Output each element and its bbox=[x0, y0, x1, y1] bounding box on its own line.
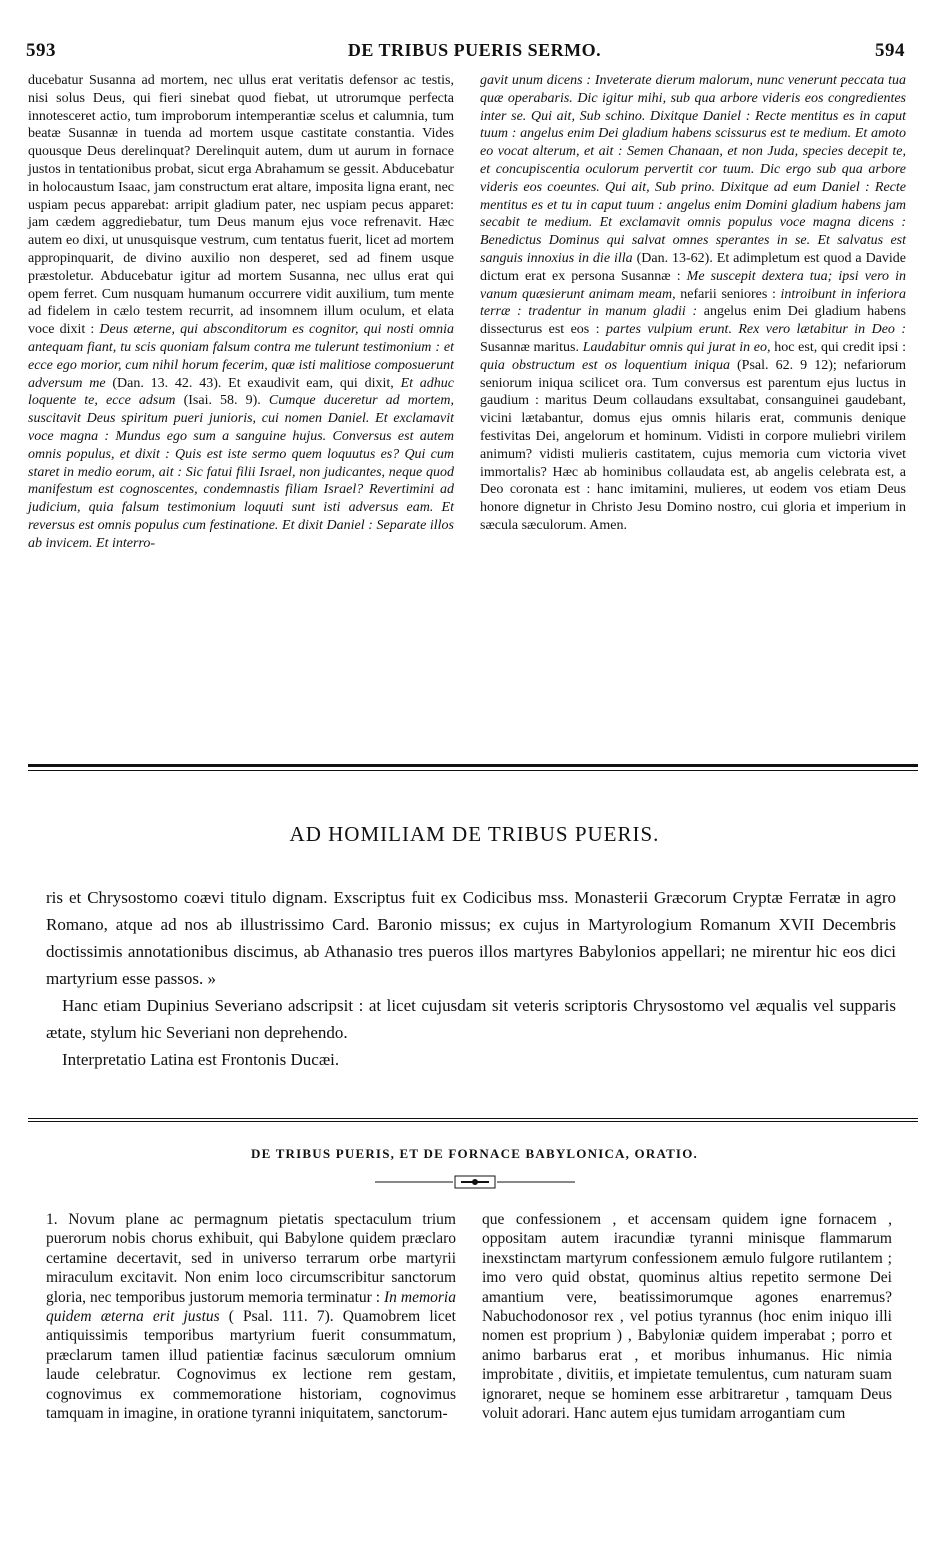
oration-divider-top bbox=[28, 1118, 918, 1119]
italic-text-run: quia obstructum est os loquentium iniqua bbox=[480, 357, 738, 373]
italic-text-run: gavit unum dicens : Inveterate dierum malorum, nunc venerunt peccata tua quæ operabaris. Dic igitur mihi, sub qua arbore videris eos congredientes inter se. Qui ait, Sub schino. Dixitque Daniel : Recte mentitus es in caput tuum : angelus enim Dei gladium habens scissurus est te medium. Et amoto eo vocat alterum, et ait : Semen Chanaan, et non Juda, species decepit te, et concupiscentia oculorum pervertit cor tuum. Dic ergo sub qua arbore videris eos coeuntes. Qui ait, Sub prino. Dixitque ad eum Daniel : Recte mentitus es et tu in caput tuum : angelus enim Domini gladium habens jam secabit te medium. Et exclamavit omnis populus voce magna dicens : Benedictus Dominus qui salvat omnes sperantes in se. Et salvatus est sanguis innoxius in die illa bbox=[480, 73, 906, 266]
italic-text-run: In memoria quidem æterna erit justus bbox=[46, 1288, 456, 1326]
oration-right-paragraph bbox=[482, 1210, 892, 1423]
text-run: ducebatur Susanna ad mortem, nec ullus erat veritatis defensor ac testis, nisi solus Deus, qui fieri sinebat quod fiebat, ut utrorumque perfecta innotesceret actio, tum improborum intemperantiæ scelus et calumnia, tum beatæ Susannæ in tuenda ad mortem usque castitate constantia. Vides quousque Deus derelinquat? Derelinquit autem, dum ut aurum in fornace justos in tentationibus probat, sicut erga Abrahamum se gessit. Abducebatur in holocaustum Isaac, jam constructum erat altare, imposita ligna erant, nec uspiam pecus apparebat: arripit gladium pater, nec uspiam pecus apparet: jam cædem aggrediebatur, tum Deus manum ejus voce refrenavit. Hæc autem eo dixi, ut unusquisque vestrum, cum tentatus fuerit, licet ad mortem appropinquarit, de divino auxilio non desperet, sed ad finem usque præstoletur. Abducebatur igitur ad mortem Susanna, nec ullus erat qui opem ferret. Cum nusquam humanum occurrere vidit auxilium, tum mente ad fidelem in cælo testem recurrit, ad insomnem illum oculum, et elata voce dixit : bbox=[28, 73, 454, 338]
text-run: (Isai. 58. 9). bbox=[183, 393, 269, 409]
oration-divider-bottom bbox=[28, 1121, 918, 1122]
text-run: (Dan. 13. 42. 43). Et exaudivit eam, qui dixit, bbox=[112, 375, 401, 391]
oration-left-column bbox=[46, 1210, 456, 1423]
italic-text-run: Laudabitur omnis qui jurat in eo, bbox=[582, 339, 775, 355]
oration-left-paragraph bbox=[46, 1210, 456, 1423]
ornament-divider bbox=[375, 1174, 575, 1190]
italic-text-run: partes vulpium erunt. Rex vero lætabitur in Deo : bbox=[605, 322, 906, 338]
page-number-left: 593 bbox=[26, 40, 56, 61]
section-divider-thick bbox=[28, 764, 918, 767]
text-run: (Psal. 62. 9 12); nefariorum seniorum iniqua scilicet ora. Tum conversus est parentum ejus luctus in gaudium : maritus Deum collaudans exsultabat, consanguinei gaudebant, vicini lætabantur, domus ejus omnis hilaris erat, communis denique festivitas Dei, angelorum et hominum. Vidisti in corpore muliebri virilem animum? vidisti mulieris castitatem, cujus memoria cum victoria vivet immortalis? Hæc ab hominibus collaudata est, ab angelis celebrata est, a Deo coronata est : hanc imitamini, mulieres, ut eodem vos etiam Deus honore dignetur in Christo Jesu Domino nostro, cui gloria et imperium in sæcula sæculorum. Amen. bbox=[480, 357, 906, 533]
italic-text-run: introibunt in inferiora terræ : tradentur in manum gladii : bbox=[480, 286, 907, 320]
oration-right-column bbox=[482, 1210, 892, 1423]
notes-paragraph: Interpretatio Latina est Frontonis Ducæi. bbox=[62, 1050, 340, 1069]
text-run: (Dan. 13-62). Et adimpletum est quod a Davide dictum erat ex persona Susannæ : bbox=[480, 250, 906, 284]
text-run: hoc est, qui credit ipsi : bbox=[774, 339, 906, 355]
notes-block bbox=[46, 884, 896, 1073]
text-run: que confessionem , et accensam quidem igne fornacem , oppositam autem iracundiæ tyranni minisque flammarum inexstinctam martyrum confessionem æmulo fulgore rutilantem ; imo vero quid obstat, quominus altius repetito sermone Dei amantium vere, beatissimorumque agones enarremus? Nabuchodonosor rex , vel potius tyrannus (hoc enim iniquo illi nomen est proprium ) , Babyloniæ quidem imperabat ; porro et animo barbarus erat , et moribus inhumanus. Hic nimia improbitate , divitiis, et impietate temulentus, cum naturam suam ignoraret, neque se hominem esse arbitraretur , tamquam Deus voluit adorari. Hanc autem ejus tumidam arrogantiam cum bbox=[482, 1211, 892, 1423]
notes-title: AD HOMILIAM DE TRIBUS PUERIS. bbox=[289, 822, 660, 846]
italic-text-run: Me suscepit dextera tua; ipsi vero in vanum quæsierunt animam meam, bbox=[480, 268, 907, 302]
italic-text-run: Et adhuc loquente te, ecce adsum bbox=[28, 375, 455, 409]
top-right-column bbox=[480, 72, 906, 535]
top-left-column bbox=[28, 72, 454, 553]
notes-paragraph: Hanc etiam Dupinius Severiano adscripsit : at licet cujusdam sit veteris scriptoris Chrysostomo vel æqualis vel supparis ætate, stylum hic Severiani non deprehendo. bbox=[46, 996, 896, 1042]
page-number-right: 594 bbox=[875, 40, 905, 61]
notes-paragraph: ris et Chrysostomo coævi titulo dignam. Exscriptus fuit ex Codicibus mss. Monasterii Græcorum Cryptæ Ferratæ in agro Romano, atque ad nos ab illustrissimo Card. Baronio missus; ex cujus in Martyrologium Romanum XVII Decembris doctissimis annotationibus discimus, ab Athanasio tres pueros illos martyres Babylonios appellari; ne mirentur hic eos dici martyrium esse passos. » bbox=[46, 888, 896, 988]
text-run: angelus enim Dei gladium habens dissecturus est eos : bbox=[480, 304, 906, 338]
text-run: 1. Novum plane ac permagnum pietatis spectaculum trium puerorum nobis chorus exhibuit, qui Babylone quidem præclaro certamine decertavit, sed in universo terrarum orbe martyrii miraculum excitavit. Non enim loco circumscribitur sanctorum gloria, nec temporibus justorum memoria terminatur : bbox=[46, 1211, 456, 1306]
top-right-paragraph bbox=[480, 72, 906, 535]
text-run: Susannæ maritus. bbox=[480, 339, 583, 355]
section-divider-thin bbox=[28, 770, 918, 771]
italic-text-run: Deus æterne, qui absconditorum es cognitor, qui nosti omnia antequam fiant, tu scis quoniam falsum contra me tulerunt testimonium : et ecce ego morior, cum nihil horum fecerim, quæ isti malitiose composuerunt adversum me bbox=[28, 322, 454, 391]
oration-title: DE TRIBUS PUERIS, ET DE FORNACE BABYLONICA, ORATIO. bbox=[251, 1146, 698, 1161]
text-run: ( Psal. 111. 7). Quamobrem licet antiquissimis temporibus martyrium fuerit consummatum, præclarum tamen illud patientiæ facinus sæculorum omnium laude celebratur. Cognovimus ex lectione rem gestam, cognovimus ex commemoratione historiam, cognovimus tamquam in imagine, in oratione tyranni iniquitatem, sanctorum- bbox=[46, 1308, 456, 1423]
top-left-paragraph bbox=[28, 72, 454, 553]
running-head: DE TRIBUS PUERIS SERMO. bbox=[347, 40, 602, 60]
text-run: nefarii seniores : bbox=[680, 286, 781, 302]
italic-text-run: Cumque duceretur ad mortem, suscitavit Deus spiritum pueri junioris, cui nomen Daniel. Et exclamavit voce magna : Mundus ego sum a sanguine hujus. Conversus est autem omnis populus, et dixit : Quis est iste sermo quem loquutus es? Qui cum staret in medio eorum, ait : Sic fatui filii Israel, non judicantes, neque quod manifestum est cognoscentes, condemnastis filiam Israel? Revertimini ad judicium, quia falsum testimonium loquuti sunt isti adversus eam. Et reversus est omnis populus cum festinatione. Et dixit Daniel : Separate illos ab invicem. Et interro- bbox=[28, 393, 454, 551]
